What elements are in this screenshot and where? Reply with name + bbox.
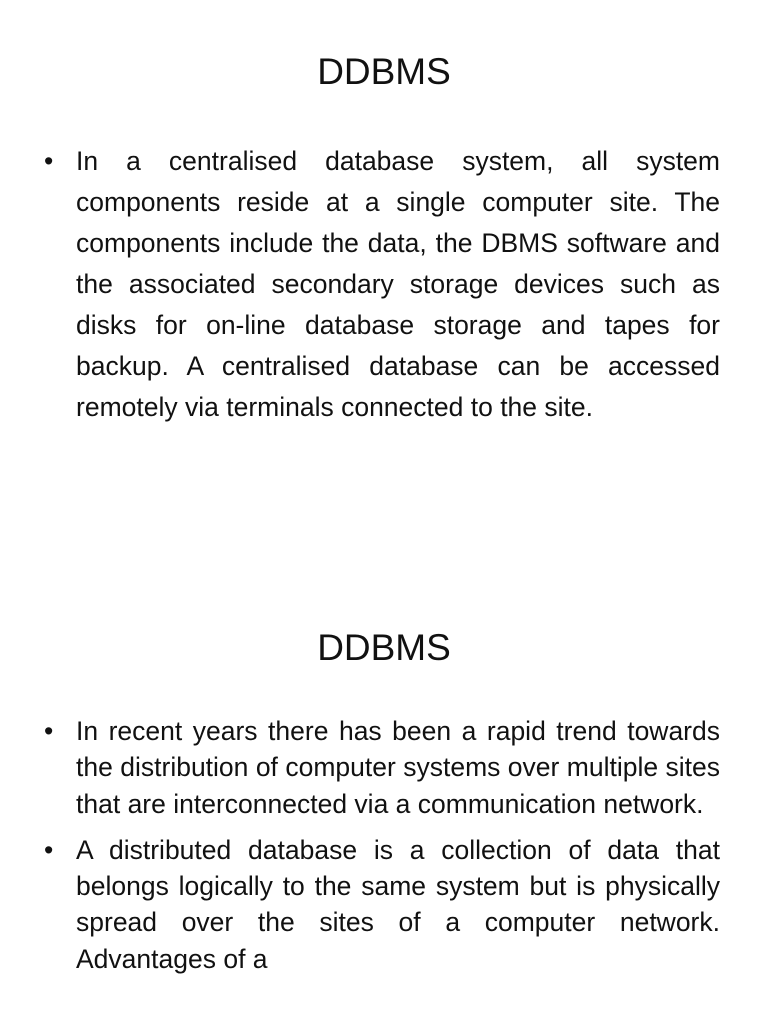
bullet-item <box>44 713 720 822</box>
bullet-text: In a centralised database system, all system components reside at a single computer site. The components include the data, the DBMS software and the associated secondary storage devices such as disks for on-line database storage and tapes for backup. A centralised database can be accessed remotely via terminals connected to the site. <box>76 146 720 422</box>
bullet-dot-icon: • <box>44 834 54 865</box>
bullet-item <box>44 832 720 977</box>
bullet-item <box>44 141 720 428</box>
bullet-list <box>44 713 720 987</box>
slide-2 <box>0 576 768 1024</box>
bullet-dot-icon: • <box>44 716 54 746</box>
slide-title: DDBMS <box>317 627 451 668</box>
bullet-text: In recent years there has been a rapid trend towards the distribution of computer systems over multiple sites that are interconnected via a communication network. <box>76 716 720 819</box>
bullet-text: A distributed database is a collection of data that belongs logically to the same system but is physically spread over the sites of a computer network. Advantages of a <box>76 834 720 974</box>
slide-title: DDBMS <box>317 51 451 92</box>
bullet-dot-icon: • <box>44 146 54 176</box>
bullet-list <box>44 141 720 428</box>
